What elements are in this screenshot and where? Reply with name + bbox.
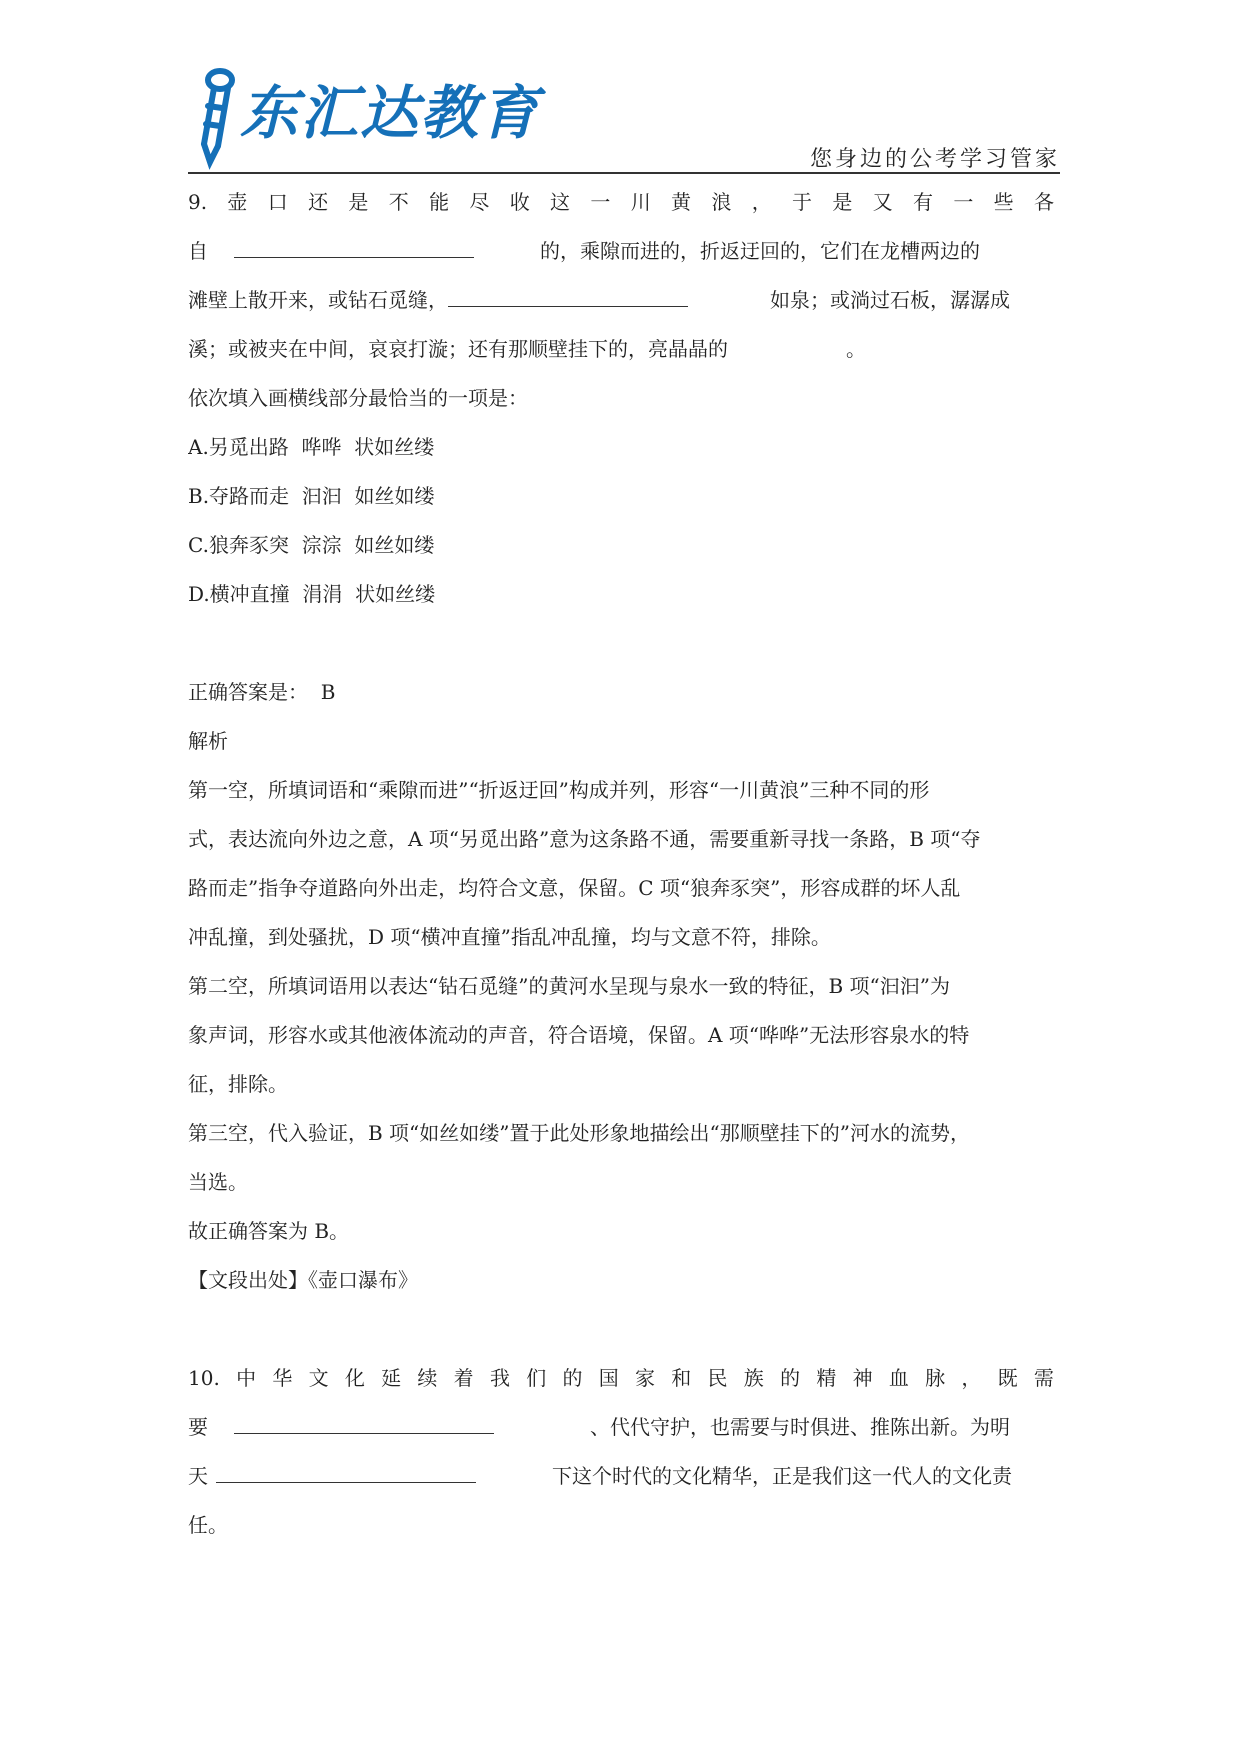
q9-line-1 xyxy=(188,178,1054,227)
q9-char: ， xyxy=(751,190,772,214)
q10-line-2-start: 要 xyxy=(188,1415,208,1439)
q9-blank-2 xyxy=(448,276,688,307)
analysis-line: 征，排除。 xyxy=(188,1072,288,1096)
q9-char: 川 xyxy=(630,190,651,214)
q10-char: 化 xyxy=(344,1366,365,1390)
q9-char: 是 xyxy=(348,190,369,214)
q10-line-1 xyxy=(188,1354,1054,1403)
q10-char: ， xyxy=(961,1366,982,1390)
analysis-line: 式，表达流向外边之意，A 项“另觅出路”意为这条路不通，需要重新寻找一条路，B 项“夺 xyxy=(188,827,981,851)
q10-char: 族 xyxy=(743,1366,764,1390)
q9-char: 能 xyxy=(429,190,450,214)
analysis-line: 第三空，代入验证，B 项“如丝如缕”置于此处形象地描绘出“那顺壁挂下的”河水的流势， xyxy=(188,1121,970,1145)
analysis-line: 路而走”指争夺道路向外出走，均符合文意，保留。C 项“狼奔豕突”，形容成群的坏人乱 xyxy=(188,876,961,900)
analysis-line: 故正确答案为 B。 xyxy=(188,1219,350,1243)
q10-char: 血 xyxy=(888,1366,909,1390)
q9-char: 各 xyxy=(1033,190,1054,214)
q9-char: 有 xyxy=(913,190,933,214)
q10-line-3-end: 下这个时代的文化精华，正是我们这一代人的文化责 xyxy=(552,1464,1012,1488)
q9-char: 收 xyxy=(509,190,530,214)
q9-line-3 xyxy=(188,276,1054,325)
q10-char: 着 xyxy=(453,1366,474,1390)
analysis-line: 象声词，形容水或其他液体流动的声音，符合语境，保留。A 项“哗哗”无法形容泉水的特 xyxy=(188,1023,970,1047)
q9-char: 于 xyxy=(792,190,813,214)
q9-char: 黄 xyxy=(671,190,692,214)
q9-prompt: 依次填入画横线部分最恰当的一项是： xyxy=(188,386,528,410)
q9-char: 一 xyxy=(590,190,611,214)
q10-char: 的 xyxy=(562,1366,583,1390)
q9-char: 浪 xyxy=(711,190,732,214)
q9-blank-1 xyxy=(234,227,474,258)
brand-logo-text: 东汇达教育 xyxy=(240,79,541,147)
source-citation: 【文段出处】《壶口瀑布》 xyxy=(188,1268,418,1292)
q9-line-4-end: 。 xyxy=(846,337,866,361)
q10-number: 10. xyxy=(188,1366,220,1390)
q10-char: 既 xyxy=(997,1366,1018,1390)
q10-blank-1 xyxy=(234,1403,494,1434)
q9-char: 些 xyxy=(993,190,1014,214)
header-slogan: 您身边的公考学习管家 xyxy=(809,147,1060,172)
q10-char: 神 xyxy=(852,1366,873,1390)
q10-blank-2 xyxy=(216,1452,476,1483)
q10-char: 中 xyxy=(236,1366,257,1390)
q9-char: 一 xyxy=(953,190,974,214)
header-divider xyxy=(188,172,1060,174)
q10-char: 的 xyxy=(780,1366,801,1390)
q9-char: 还 xyxy=(308,190,329,214)
q9-char: 不 xyxy=(388,190,409,214)
analysis-line: 冲乱撞，到处骚扰，D 项“横冲直撞”指乱冲乱撞，均与文意不符，排除。 xyxy=(188,925,831,949)
q9-line-3-start: 滩壁上散开来，或钻石觅缝， xyxy=(188,288,448,312)
q9-option-c: C.狼奔豕突 淙淙 如丝如缕 xyxy=(188,533,435,557)
q9-line-2 xyxy=(188,227,1054,276)
pencil-logo-icon xyxy=(188,66,248,170)
q10-line-2 xyxy=(188,1403,1054,1452)
q10-char: 脉 xyxy=(925,1366,946,1390)
q9-option-a: A.另觅出路 哗哗 状如丝缕 xyxy=(188,435,435,459)
q9-option-d: D.横冲直撞 涓涓 状如丝缕 xyxy=(188,582,436,606)
q9-char: 这 xyxy=(550,190,571,214)
q9-line-3-end: 如泉；或淌过石板，潺潺成 xyxy=(770,288,1010,312)
q10-line-4: 任。 xyxy=(188,1513,228,1537)
main-content xyxy=(188,178,1054,1550)
q10-char: 和 xyxy=(671,1366,692,1390)
q9-line-4-text: 溪；或被夹在中间，哀哀打漩；还有那顺壁挂下的，亮晶晶的 xyxy=(188,337,728,361)
q10-char: 需 xyxy=(1033,1366,1054,1390)
q9-char: 又 xyxy=(872,190,893,214)
analysis-line: 第一空，所填词语和“乘隙而进”“折返迂回”构成并列，形容“一川黄浪”三种不同的形 xyxy=(188,778,930,802)
q10-line-3-start: 天 xyxy=(188,1464,208,1488)
q10-char: 国 xyxy=(598,1366,619,1390)
q9-option-b: B.夺路而走 汩汩 如丝如缕 xyxy=(188,484,435,508)
q10-char: 延 xyxy=(381,1366,402,1390)
q9-number: 9. xyxy=(188,190,208,214)
q10-line-2-end: 、代代守护，也需要与时俱进、推陈出新。为明 xyxy=(590,1415,1010,1439)
q9-line-2-start: 自 xyxy=(188,239,208,263)
analysis-line: 当选。 xyxy=(188,1170,248,1194)
q10-char: 华 xyxy=(272,1366,293,1390)
q9-line-2-end: 的，乘隙而进的，折返迂回的，它们在龙槽两边的 xyxy=(540,239,980,263)
q9-char: 尽 xyxy=(469,190,490,214)
q9-char: 口 xyxy=(267,190,288,214)
analysis-line: 第二空，所填词语用以表达“钻石觅缝”的黄河水呈现与泉水一致的特征，B 项“汩汩”为 xyxy=(188,974,950,998)
q10-char: 家 xyxy=(635,1366,655,1390)
q10-char: 民 xyxy=(707,1366,728,1390)
q10-char: 我 xyxy=(489,1366,510,1390)
q9-char: 壶 xyxy=(227,190,248,214)
q10-line-3 xyxy=(188,1452,1054,1501)
q9-analysis-title: 解析 xyxy=(188,729,228,753)
q10-char: 文 xyxy=(308,1366,329,1390)
q9-answer: 正确答案是： B xyxy=(188,680,336,704)
q9-line-4 xyxy=(188,325,1054,374)
page-header xyxy=(188,62,1060,174)
q9-char: 是 xyxy=(832,190,853,214)
q10-char: 续 xyxy=(417,1366,438,1390)
q10-char: 们 xyxy=(526,1366,547,1390)
q10-char: 精 xyxy=(816,1366,837,1390)
